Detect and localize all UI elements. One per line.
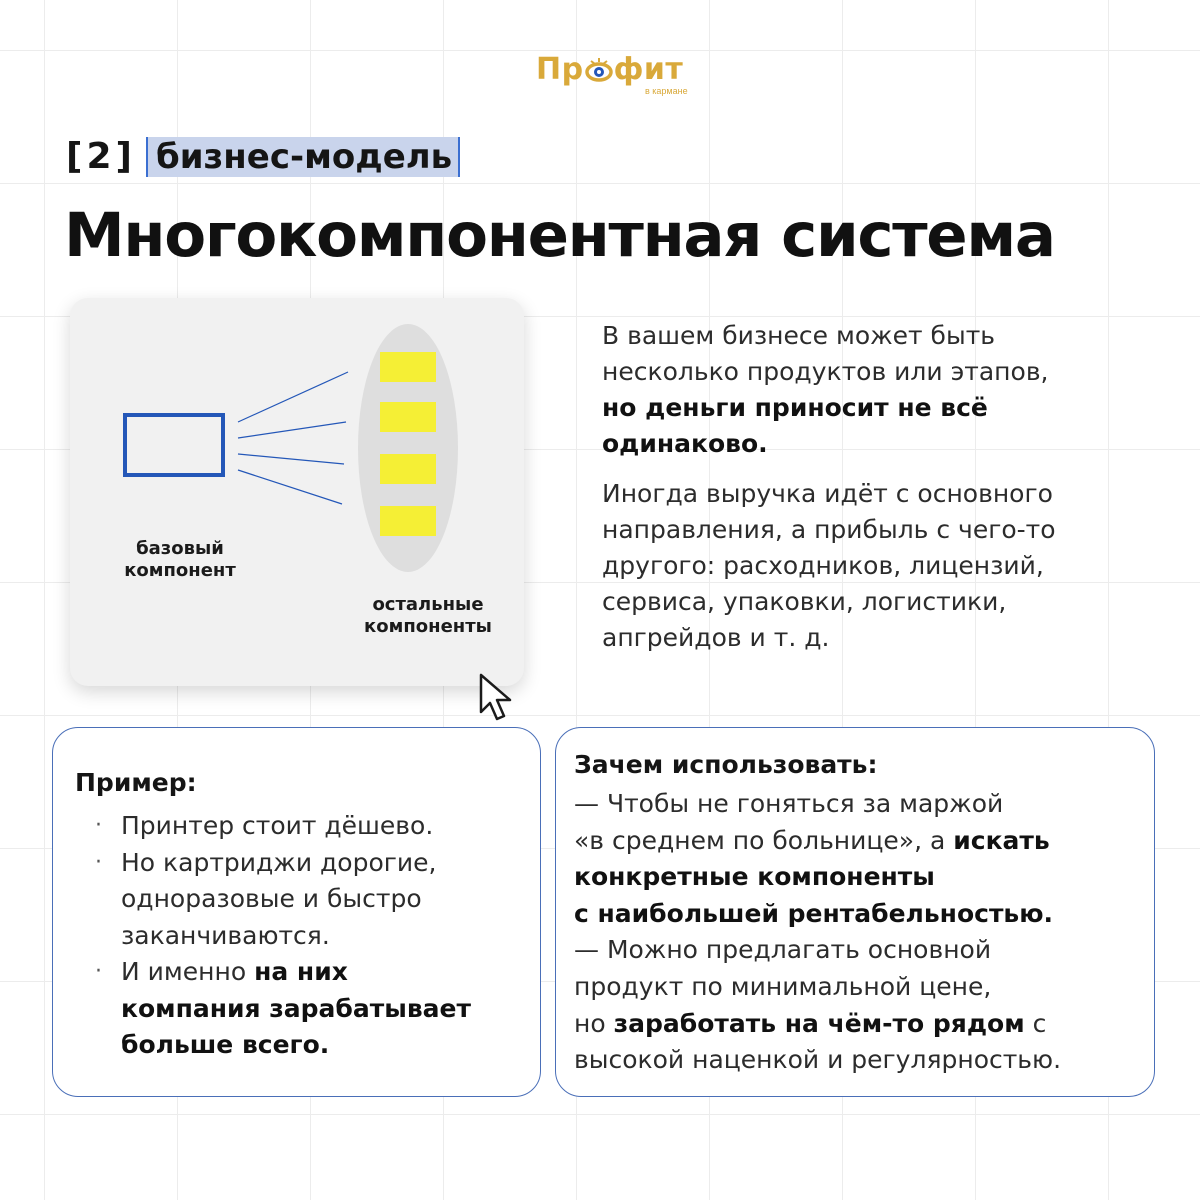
text-span-bold: на них	[254, 957, 348, 986]
text-line: сервиса, упаковки, логистики,	[602, 587, 1007, 616]
base-label-line: базовый	[136, 538, 224, 559]
component-block	[380, 352, 436, 382]
text-line-bold: конкретные компоненты	[574, 862, 935, 892]
text-line: Принтер стоит дёшево.	[121, 811, 434, 840]
page-title: Многокомпонентная система	[64, 200, 1055, 271]
bullet-marker: ·	[95, 959, 102, 984]
text-line: направления, а прибыль с чего-то	[602, 515, 1056, 544]
text-line: высокой наценкой и регулярностью.	[574, 1045, 1062, 1075]
other-label-line: компоненты	[364, 616, 492, 637]
other-label-line: остальные	[372, 594, 484, 615]
why-use-text	[574, 786, 1149, 1079]
bullet-marker: ·	[95, 813, 102, 838]
component-block	[380, 506, 436, 536]
why-use-title: Зачем использовать:	[574, 750, 878, 779]
text-line: Иногда выручка идёт с основного	[602, 479, 1053, 508]
text-line: Но картриджи дорогие,	[121, 847, 437, 877]
list-item	[75, 845, 535, 955]
text-span-bold: искать	[953, 825, 1050, 855]
description	[602, 318, 1162, 670]
example-box	[52, 727, 541, 1097]
component-block	[380, 402, 436, 432]
text-span-bold: заработать на чём-то рядом	[613, 1008, 1025, 1038]
text-line-bold: компания зарабатывает	[121, 993, 471, 1023]
base-label-line: компонент	[124, 560, 236, 581]
base-component-box	[125, 415, 223, 475]
connector-line	[238, 470, 342, 504]
component-block	[380, 454, 436, 484]
text-line: В вашем бизнесе может быть	[602, 321, 995, 350]
base-component-label	[100, 538, 260, 582]
eye-icon	[585, 55, 613, 85]
text-line-bold: с наибольшей рентабельностью.	[574, 898, 1054, 928]
description-paragraph-2	[602, 476, 1162, 656]
brand-logo	[536, 52, 706, 104]
text-line: — Можно предлагать основной	[574, 935, 992, 965]
list-item	[75, 954, 535, 1064]
text-line-bold: одинаково.	[602, 429, 768, 458]
other-components-label	[338, 594, 518, 638]
logo-subtitle: в кармане	[645, 86, 688, 96]
example-list	[75, 808, 535, 1064]
text-line-bold: но деньги приносит не всё	[602, 393, 988, 422]
connector-line	[238, 422, 346, 438]
section-label-highlight	[146, 137, 460, 177]
why-use-box	[555, 727, 1155, 1097]
text-line: апгрейдов и т. д.	[602, 623, 830, 652]
section-label: бизнес-модель	[155, 136, 453, 177]
connector-line	[238, 454, 344, 464]
connector-line	[238, 372, 348, 422]
list-item	[75, 808, 535, 845]
text-line: одноразовые и быстро	[121, 884, 422, 913]
section-number: [2]	[66, 136, 136, 177]
text-line: заканчиваются.	[121, 920, 330, 950]
text-span: И именно	[121, 957, 255, 986]
text-line: другого: расходников, лицензий,	[602, 551, 1044, 580]
logo-text-start: Пр	[536, 52, 584, 87]
text-span: «в среднем по больнице», а	[574, 825, 954, 855]
diagram-card	[70, 298, 524, 686]
text-line: несколько продуктов или этапов,	[602, 357, 1049, 386]
text-line: продукт по минимальной цене,	[574, 971, 992, 1001]
text-line: — Чтобы не гоняться за маржой	[574, 789, 1004, 818]
example-title: Пример:	[75, 768, 197, 797]
description-paragraph-1	[602, 318, 1162, 462]
text-span: с	[1024, 1008, 1047, 1038]
text-line-bold: больше всего.	[121, 1030, 330, 1059]
logo-text-end: фит	[613, 52, 684, 87]
bullet-marker: ·	[95, 849, 102, 875]
section-tag	[66, 136, 460, 177]
text-span: но	[574, 1008, 614, 1038]
cursor-arrow-icon	[478, 672, 520, 724]
